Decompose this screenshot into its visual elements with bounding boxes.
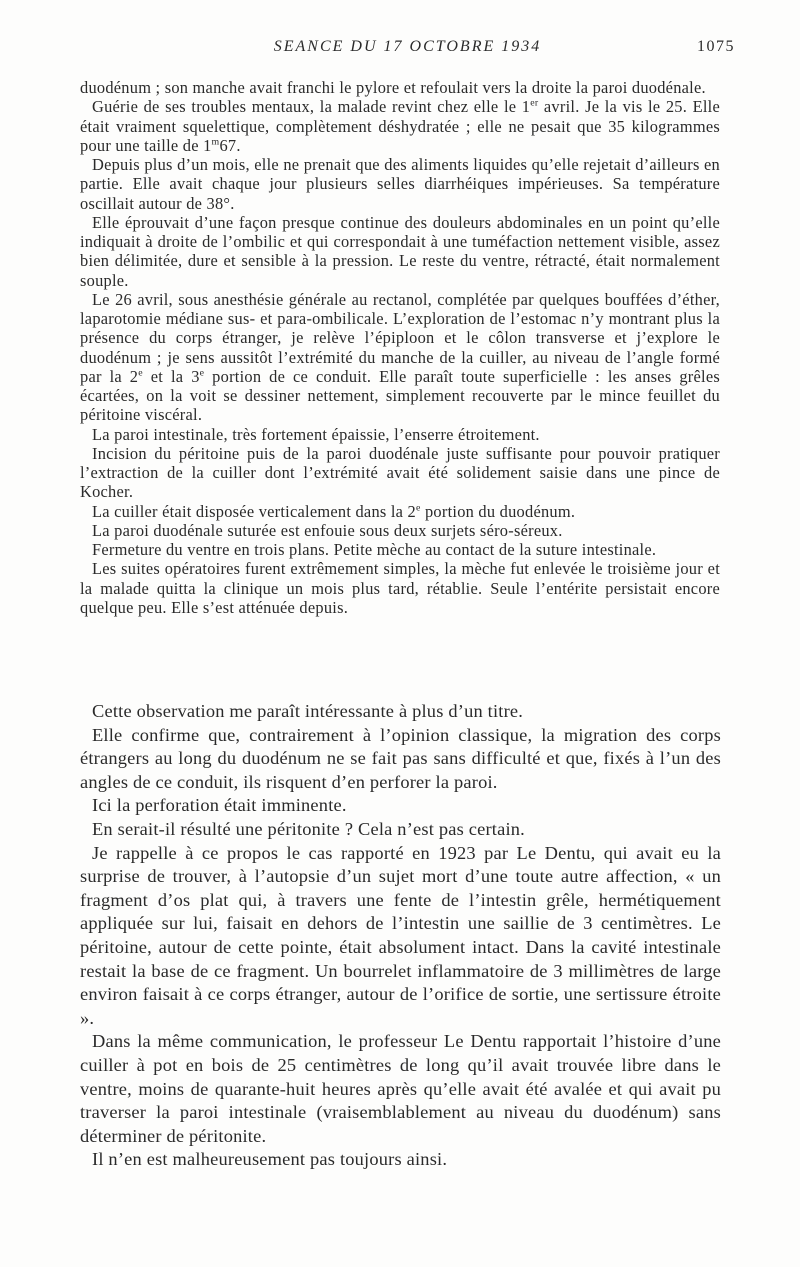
page-number: 1075 [697,38,735,55]
paragraph: Guérie de ses troubles mentaux, la malade revint chez elle le 1er avril. Je la vis le 25. Elle était vraiment squelettique, complètement déshydratée ; elle ne pesait que 35 kilogrammes pour une taille de 1$^m$67. [80,97,720,155]
commentary-text [80,700,721,1172]
paragraph: Elle éprouvait d’une façon presque continue des douleurs abdominales en un point qu’elle indiquait à droite de l’ombilic et qui correspondait à une tuméfaction nettement visible, assez bien délimitée, dure et sensible à la pression. Le reste du ventre, rétracté, était normalement souple. [80,212,720,290]
paragraph: En serait-il résulté une péritonite ? Cela n’est pas certain. [92,818,525,839]
paragraph: Les suites opératoires furent extrêmement simples, la mèche fut enlevée le troisième jour et la malade quitta la clinique un mois plus tard, rétablie. Seule l’entérite persistait encore quelque peu. Elle s’est atténuée depuis. [80,559,720,617]
paragraph: La paroi duodénale suturée est enfouie sous deux surjets séro-séreux. [92,520,563,540]
observation-text [80,78,720,617]
paragraph: Fermeture du ventre en trois plans. Petite mèche au contact de la suture intestinale. [92,540,657,559]
paragraph: Je rappelle à ce propos le cas rapporté en 1923 par Le Dentu, qui avait eu la surprise de trouver, à l’autopsie d’un sujet mort d’une toute autre affection, « un fragment d’os plat qui, à travers une fente de l’intestin grêle, hermétiquement appliquée sur lui, faisait en dehors de l’intestin une saillie de 3 centimètres. Le péritoine, autour de cette pointe, était absolument intact. Dans la cavité intestinale restait la base de ce fragment. Un bourrelet inflammatoire de 3 millimètres de large environ faisait à ce corps étranger, autour de l’orifice de sortie, une sertissure étroite ». [80,842,721,1028]
paragraph: Le 26 avril, sous anesthésie générale au rectanol, complétée par quelques bouffées d’éther, laparotomie médiane sus- et para-ombilicale. L’exploration de l’estomac n’y montrant plus la présence du corps étranger, je relève l’épiploon et le côlon transverse et j’explore le duodénum ; je sens aussitôt l’extrémité du manche de la cuiller, au niveau de l’angle formé par la 2e et la 3e portion de ce conduit. Elle paraît toute superficielle : les anses grêles écartées, on la voit se dessiner nettement, simplement recouverte par le mince feuillet du péritoine viscéral. [80,289,720,425]
paragraph: Cette observation me paraît intéressante à plus d’un titre. [92,701,524,721]
paragraph: duodénum ; son manche avait franchi le pylore et refoulait vers la droite la paroi duodénale. [80,78,706,97]
paragraph: Dans la même communication, le professeur Le Dentu rapportait l’histoire d’une cuiller à pot en bois de 25 centimètres de long qu’il avait trouvée libre dans le ventre, moins de quarante-huit heures après qu’elle avait été avalée et qui avait pu traverser la paroi intestinale (vraisemblablement au niveau du duodénum) sans déterminer de péritonite. [80,1031,721,1146]
paragraph: Depuis plus d’un mois, elle ne prenait que des aliments liquides qu’elle rejetait d’ailleurs en partie. Elle avait chaque jour plusieurs selles diarrhéiques impérieuses. Sa température oscillait autour de 38°. [80,155,720,213]
paragraph: La paroi intestinale, très fortement épaissie, l’enserre étroitement. [92,424,540,444]
paragraph: La cuiller était disposée verticalement dans la 2e portion du duodénum. [92,501,576,521]
paragraph: Incision du péritoine puis de la paroi duodénale juste suffisante pour pouvoir pratiquer l’extraction de la cuiller dont l’extrémité avait été solidement saisie dans une pince de Kocher. [80,443,720,502]
page-header [80,38,735,58]
running-title: SEANCE DU 17 OCTOBRE 1934 [273,38,542,55]
paragraph: Elle confirme que, contrairement à l’opinion classique, la migration des corps étrangers au long du duodénum ne se fait pas sans difficulté et que, fixés à l’un des angles de ce conduit, ils risquent d’en perforer la paroi. [80,724,721,792]
paragraph: Il n’en est malheureusement pas toujours ainsi. [92,1149,448,1170]
paragraph: Ici la perforation était imminente. [92,795,347,816]
